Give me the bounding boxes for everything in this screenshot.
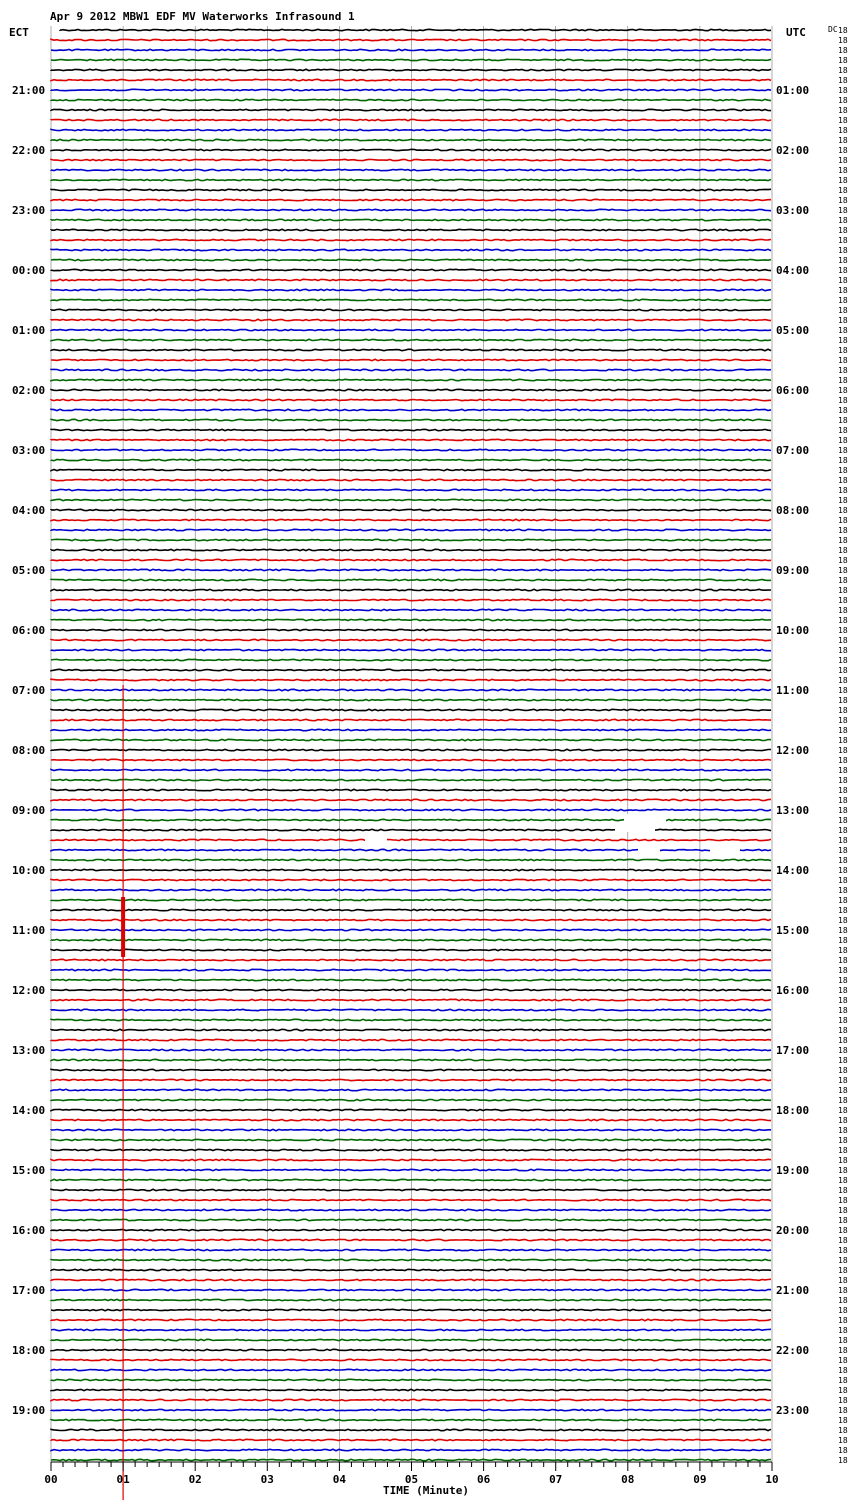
dc-value: 18 xyxy=(838,346,848,355)
dc-value: 18 xyxy=(838,496,848,505)
right-hour-label: 05:00 xyxy=(776,324,810,337)
dc-value: 18 xyxy=(838,126,848,135)
dc-value: 18 xyxy=(838,456,848,465)
dc-value: 18 xyxy=(838,736,848,745)
dc-value: 18 xyxy=(838,246,848,255)
right-hour-label: 22:00 xyxy=(776,1344,810,1357)
right-hour-label: 20:00 xyxy=(776,1224,810,1237)
dc-value: 18 xyxy=(838,1446,848,1455)
left-hour-label: 11:00 xyxy=(12,924,46,937)
dc-value: 18 xyxy=(838,1086,848,1095)
dc-value: 18 xyxy=(838,806,848,815)
trace-127 xyxy=(51,1299,771,1300)
dc-value: 18 xyxy=(838,1336,848,1345)
dc-value: 18 xyxy=(838,866,848,875)
left-hour-label: 06:00 xyxy=(12,624,46,637)
dc-value: 18 xyxy=(838,1356,848,1365)
trace-115 xyxy=(51,1179,771,1180)
dc-value: 18 xyxy=(838,656,848,665)
trace-106 xyxy=(51,1089,771,1090)
dc-value: 18 xyxy=(838,116,848,125)
trace-103 xyxy=(51,1059,771,1060)
dc-value: 18 xyxy=(838,706,848,715)
dc-column-header: DC xyxy=(828,25,838,34)
trace-42 xyxy=(51,449,771,450)
dc-value: 18 xyxy=(838,516,848,525)
dc-value: 18 xyxy=(838,726,848,735)
data-gap-2 xyxy=(615,826,655,832)
dc-value: 18 xyxy=(838,1006,848,1015)
dc-value: 18 xyxy=(838,896,848,905)
left-hour-label: 18:00 xyxy=(12,1344,46,1357)
left-hour-label: 14:00 xyxy=(12,1104,46,1117)
dc-value: 18 xyxy=(838,966,848,975)
dc-value: 18 xyxy=(838,1296,848,1305)
dc-value: 18 xyxy=(838,406,848,415)
dc-value: 18 xyxy=(838,886,848,895)
left-hour-label: 23:00 xyxy=(12,204,46,217)
x-axis-label: TIME (Minute) xyxy=(382,1484,470,1497)
left-hour-label: 19:00 xyxy=(12,1404,46,1417)
dc-value: 18 xyxy=(838,796,848,805)
dc-value: 18 xyxy=(838,1106,848,1115)
dc-value: 18 xyxy=(838,1226,848,1235)
dc-value: 18 xyxy=(838,366,848,375)
dc-value: 18 xyxy=(838,1126,848,1135)
dc-value: 18 xyxy=(838,436,848,445)
dc-value: 18 xyxy=(838,876,848,885)
x-tick-label: 00 xyxy=(44,1473,58,1486)
dc-value: 18 xyxy=(838,1326,848,1335)
x-tick-label: 04 xyxy=(332,1473,347,1486)
dc-value: 18 xyxy=(838,816,848,825)
left-hour-label: 01:00 xyxy=(12,324,46,337)
left-hour-label: 07:00 xyxy=(12,684,46,697)
dc-value: 18 xyxy=(838,1396,848,1405)
x-tick-label: 02 xyxy=(188,1473,202,1486)
left-axis-label: ECT xyxy=(9,26,29,39)
trace-64 xyxy=(51,669,771,670)
dc-value: 18 xyxy=(838,666,848,675)
dc-value: 18 xyxy=(838,76,848,85)
dc-value: 18 xyxy=(838,186,848,195)
left-hour-label: 16:00 xyxy=(12,1224,46,1237)
right-hour-label: 19:00 xyxy=(776,1164,810,1177)
trace-129 xyxy=(51,1319,771,1320)
dc-value: 18 xyxy=(838,1246,848,1255)
dc-value: 18 xyxy=(838,576,848,585)
x-tick-label: 10 xyxy=(765,1473,779,1486)
left-hour-label: 17:00 xyxy=(12,1284,46,1297)
right-hour-label: 04:00 xyxy=(776,264,810,277)
left-hour-label: 12:00 xyxy=(12,984,46,997)
dc-value: 18 xyxy=(838,596,848,605)
dc-value: 18 xyxy=(838,716,848,725)
dc-value: 18 xyxy=(838,526,848,535)
dc-value: 18 xyxy=(838,1236,848,1245)
dc-value: 18 xyxy=(838,546,848,555)
dc-value: 18 xyxy=(838,1186,848,1195)
dc-value: 18 xyxy=(838,846,848,855)
dc-value: 18 xyxy=(838,626,848,635)
dc-value: 18 xyxy=(838,956,848,965)
right-hour-label: 21:00 xyxy=(776,1284,810,1297)
right-hour-label: 09:00 xyxy=(776,564,810,577)
dc-value: 18 xyxy=(838,636,848,645)
dc-value: 18 xyxy=(838,1076,848,1085)
dc-value: 18 xyxy=(838,746,848,755)
dc-value: 18 xyxy=(838,696,848,705)
data-gap-3 xyxy=(638,847,660,853)
dc-value: 18 xyxy=(838,216,848,225)
left-hour-label: 13:00 xyxy=(12,1044,46,1057)
dc-value: 18 xyxy=(838,386,848,395)
dc-value: 18 xyxy=(838,1436,848,1445)
dc-value: 18 xyxy=(838,826,848,835)
x-tick-label: 06 xyxy=(476,1473,491,1486)
right-hour-label: 02:00 xyxy=(776,144,810,157)
dc-value: 18 xyxy=(838,1256,848,1265)
dc-value: 18 xyxy=(838,166,848,175)
dc-value: 18 xyxy=(838,286,848,295)
dc-value: 18 xyxy=(838,926,848,935)
dc-value: 18 xyxy=(838,476,848,485)
dc-value: 18 xyxy=(838,86,848,95)
dc-value: 18 xyxy=(838,646,848,655)
data-gap-1 xyxy=(624,814,666,826)
dc-value: 18 xyxy=(838,226,848,235)
dc-value: 18 xyxy=(838,756,848,765)
right-hour-label: 11:00 xyxy=(776,684,810,697)
dc-value: 18 xyxy=(838,306,848,315)
trace-69 xyxy=(51,719,771,720)
dc-value: 18 xyxy=(838,1036,848,1045)
x-tick-label: 07 xyxy=(549,1473,563,1486)
dc-value: 18 xyxy=(838,56,848,65)
dc-value: 18 xyxy=(838,336,848,345)
right-hour-label: 15:00 xyxy=(776,924,810,937)
event-burst-1 xyxy=(121,897,125,957)
dc-value: 18 xyxy=(838,1016,848,1025)
right-axis-label: UTC xyxy=(786,26,806,39)
dc-value: 18 xyxy=(838,1426,848,1435)
dc-value: 18 xyxy=(838,1366,848,1375)
dc-value: 18 xyxy=(838,206,848,215)
right-hour-label: 07:00 xyxy=(776,444,810,457)
chart-title: Apr 9 2012 MBW1 EDF MV Waterworks Infrasound 1 xyxy=(50,10,355,23)
dc-value: 18 xyxy=(838,1266,848,1275)
dc-value: 18 xyxy=(838,1166,848,1175)
dc-value: 18 xyxy=(838,686,848,695)
dc-value: 18 xyxy=(838,176,848,185)
dc-value: 18 xyxy=(838,1156,848,1165)
dc-value: 18 xyxy=(838,156,848,165)
dc-value: 18 xyxy=(838,566,848,575)
dc-value: 18 xyxy=(838,1306,848,1315)
dc-value: 18 xyxy=(838,586,848,595)
dc-value: 18 xyxy=(838,1116,848,1125)
dc-value: 18 xyxy=(838,916,848,925)
trace-91 xyxy=(51,939,771,940)
dc-value: 18 xyxy=(838,766,848,775)
dc-value: 18 xyxy=(838,356,848,365)
left-hour-label: 03:00 xyxy=(12,444,46,457)
dc-value: 18 xyxy=(838,1066,848,1075)
dc-value: 18 xyxy=(838,536,848,545)
x-tick-label: 08 xyxy=(621,1473,635,1486)
dc-value: 18 xyxy=(838,196,848,205)
left-hour-label: 04:00 xyxy=(12,504,46,517)
right-hour-label: 18:00 xyxy=(776,1104,810,1117)
dc-value: 18 xyxy=(838,66,848,75)
trace-112 xyxy=(51,1149,771,1150)
dc-value: 18 xyxy=(838,486,848,495)
dc-value: 18 xyxy=(838,1046,848,1055)
dc-value: 18 xyxy=(838,256,848,265)
dc-value: 18 xyxy=(838,676,848,685)
data-gap-4 xyxy=(710,846,740,852)
right-hour-label: 23:00 xyxy=(776,1404,810,1417)
dc-value: 18 xyxy=(838,616,848,625)
x-tick-label: 03 xyxy=(260,1473,274,1486)
dc-value: 18 xyxy=(838,986,848,995)
dc-value: 18 xyxy=(838,146,848,155)
dc-value: 18 xyxy=(838,446,848,455)
left-hour-label: 02:00 xyxy=(12,384,46,397)
dc-value: 18 xyxy=(838,26,848,35)
dc-value: 18 xyxy=(838,376,848,385)
dc-value: 18 xyxy=(838,976,848,985)
dc-value: 18 xyxy=(838,1386,848,1395)
dc-value: 18 xyxy=(838,1286,848,1295)
right-hour-label: 12:00 xyxy=(776,744,810,757)
trace-63 xyxy=(51,659,771,660)
dc-value: 18 xyxy=(838,36,848,45)
right-hour-label: 14:00 xyxy=(776,864,810,877)
dc-value: 18 xyxy=(838,1216,848,1225)
dc-value: 18 xyxy=(838,416,848,425)
left-hour-label: 05:00 xyxy=(12,564,46,577)
right-hour-label: 10:00 xyxy=(776,624,810,637)
dc-value: 18 xyxy=(838,466,848,475)
left-hour-label: 09:00 xyxy=(12,804,46,817)
dc-value: 18 xyxy=(838,556,848,565)
dc-value: 18 xyxy=(838,1376,848,1385)
dc-value: 18 xyxy=(838,1406,848,1415)
dc-value: 18 xyxy=(838,1456,848,1465)
dc-value: 18 xyxy=(838,786,848,795)
dc-value: 18 xyxy=(838,996,848,1005)
trace-135 xyxy=(51,1379,771,1380)
dc-value: 18 xyxy=(838,1196,848,1205)
dc-value: 18 xyxy=(838,1146,848,1155)
dc-value: 18 xyxy=(838,296,848,305)
dc-value: 18 xyxy=(838,1416,848,1425)
dc-value: 18 xyxy=(838,836,848,845)
dc-value: 18 xyxy=(838,906,848,915)
dc-values-column xyxy=(838,26,848,1465)
trace-122 xyxy=(51,1249,771,1250)
right-hour-label: 03:00 xyxy=(776,204,810,217)
left-hour-label: 15:00 xyxy=(12,1164,46,1177)
left-hour-label: 22:00 xyxy=(12,144,46,157)
dc-value: 18 xyxy=(838,856,848,865)
dc-value: 18 xyxy=(838,606,848,615)
dc-value: 18 xyxy=(838,1096,848,1105)
dc-value: 18 xyxy=(838,776,848,785)
dc-value: 18 xyxy=(838,1176,848,1185)
dc-value: 18 xyxy=(838,236,848,245)
right-hour-label: 16:00 xyxy=(776,984,810,997)
x-tick-label: 09 xyxy=(693,1473,707,1486)
dc-value: 18 xyxy=(838,1346,848,1355)
dc-value: 18 xyxy=(838,936,848,945)
dc-value: 18 xyxy=(838,46,848,55)
right-hour-label: 17:00 xyxy=(776,1044,810,1057)
dc-value: 18 xyxy=(838,426,848,435)
dc-value: 18 xyxy=(838,1316,848,1325)
right-hour-label: 06:00 xyxy=(776,384,810,397)
left-hour-label: 10:00 xyxy=(12,864,46,877)
left-hour-label: 08:00 xyxy=(12,744,46,757)
data-gap-0 xyxy=(365,836,387,844)
dc-value: 18 xyxy=(838,96,848,105)
dc-value: 18 xyxy=(838,1136,848,1145)
dc-value: 18 xyxy=(838,1206,848,1215)
dc-value: 18 xyxy=(838,266,848,275)
dc-value: 18 xyxy=(838,276,848,285)
dc-value: 18 xyxy=(838,1026,848,1035)
dc-value: 18 xyxy=(838,1056,848,1065)
dc-value: 18 xyxy=(838,106,848,115)
dc-value: 18 xyxy=(838,136,848,145)
left-hour-label: 00:00 xyxy=(12,264,46,277)
dc-value: 18 xyxy=(838,316,848,325)
dc-value: 18 xyxy=(838,326,848,335)
dc-value: 18 xyxy=(838,506,848,515)
x-tick-label: 05 xyxy=(404,1473,419,1486)
right-hour-label: 01:00 xyxy=(776,84,810,97)
right-hour-label: 08:00 xyxy=(776,504,810,517)
dc-value: 18 xyxy=(838,946,848,955)
dc-value: 18 xyxy=(838,1276,848,1285)
left-hour-label: 21:00 xyxy=(12,84,46,97)
dc-value: 18 xyxy=(838,396,848,405)
x-tick-label: 01 xyxy=(116,1473,130,1486)
right-hour-label: 13:00 xyxy=(776,804,810,817)
